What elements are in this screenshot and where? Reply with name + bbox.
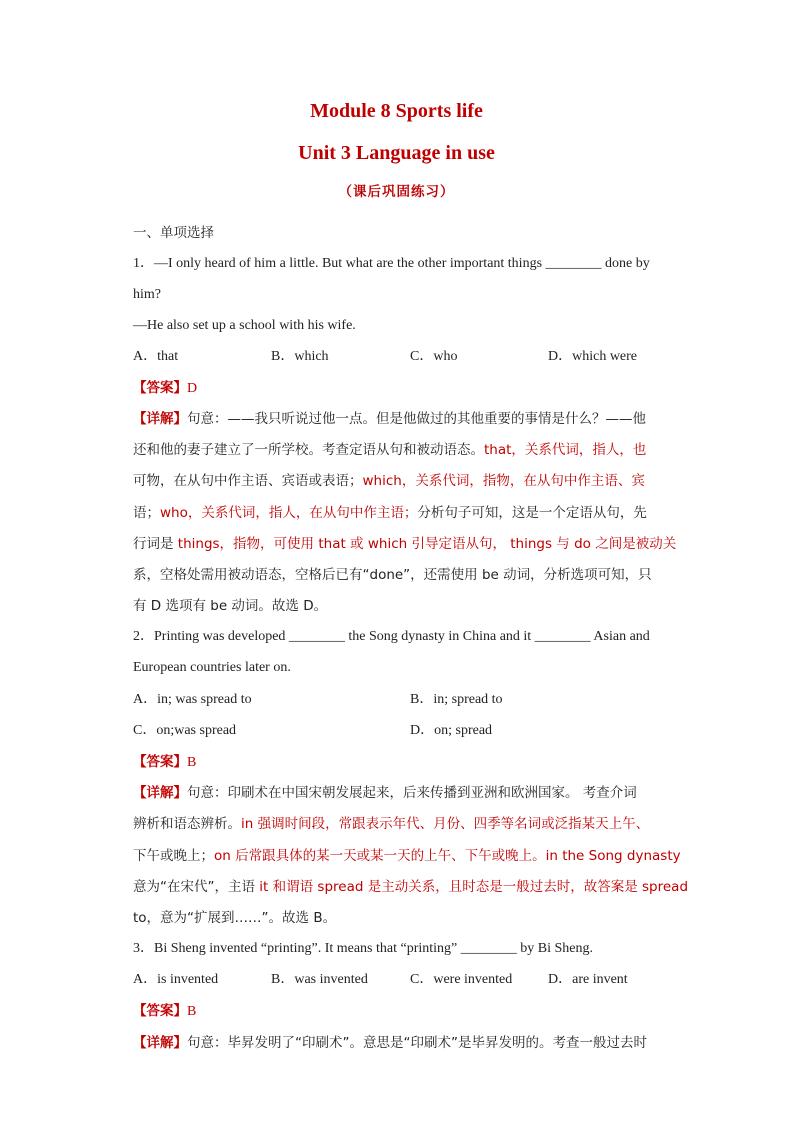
q3-answer bbox=[133, 1002, 196, 1021]
q1-detail-line6: 系，空格处需用被动语态，空格后已有“done”，还需使用 be 动词，分析选项可知，只 bbox=[133, 567, 652, 583]
q3-option-a: A．is invented bbox=[133, 972, 219, 987]
q2-stem-line1: 2．Printing was developed ________ the Song dynasty in China and it ________ Asian and bbox=[133, 629, 650, 644]
detail-text: 辨析和语态辨析。 bbox=[133, 816, 241, 832]
detail-label: 【详解】 bbox=[133, 411, 187, 427]
q2-option-d: D．on; spread bbox=[410, 723, 493, 738]
unit-title: Unit 3 Language in use bbox=[298, 142, 495, 164]
q1-detail-line1 bbox=[133, 410, 646, 428]
answer-value: B bbox=[187, 1004, 197, 1019]
detail-label: 【详解】 bbox=[133, 1035, 187, 1051]
q2-option-b: B．in; spread to bbox=[410, 692, 503, 707]
q2-detail-line4 bbox=[133, 878, 688, 896]
q1-detail-line3 bbox=[133, 472, 645, 490]
q1-detail-line4 bbox=[133, 504, 647, 522]
q3-option-d: D．are invent bbox=[548, 972, 628, 987]
q2-option-c: C．on;was spread bbox=[133, 723, 237, 738]
q2-detail-line1 bbox=[133, 784, 637, 802]
q1-option-b: B．which bbox=[271, 349, 329, 364]
detail-text: 还和他的妻子建立了一所学校。考查定语从句和被动语态。 bbox=[133, 442, 484, 458]
q3-option-b: B．was invented bbox=[271, 972, 368, 987]
detail-text-red: that，关系代词，指人，也 bbox=[484, 442, 647, 458]
q1-detail-line2 bbox=[133, 441, 646, 459]
detail-text-red: things，指物，可使用 that 或 which 引导定语从句， bbox=[177, 536, 506, 552]
q1-option-a: A．that bbox=[133, 349, 179, 364]
q2-detail-line3 bbox=[133, 847, 681, 865]
detail-text-red: it 和谓语 bbox=[259, 879, 318, 895]
detail-text: 可物，在从句中作主语、宾语或表语； bbox=[133, 473, 363, 489]
q1-option-c: C．who bbox=[410, 349, 458, 364]
detail-text: 语； bbox=[133, 505, 160, 521]
q1-answer bbox=[133, 379, 197, 398]
detail-text: 句意：毕昇发明了“印刷术”。意思是“印刷术”是毕昇发明的。考查一般过去时 bbox=[187, 1035, 647, 1051]
answer-value: D bbox=[187, 381, 198, 396]
q1-stem-line1: 1．—I only heard of him a little. But what are the other important things ________ done by bbox=[133, 256, 650, 271]
q2-answer bbox=[133, 753, 196, 772]
module-title: Module 8 Sports life bbox=[310, 100, 483, 122]
detail-text-red: spread 是主动关系，且时态是一般过去时，故答案是 bbox=[317, 879, 643, 895]
detail-text: 分析句子可知，这是一个定语从句，先 bbox=[417, 505, 647, 521]
detail-text-red: which，关系代词，指物，在从句中作主语、宾 bbox=[362, 473, 645, 489]
q3-stem-line1: 3．Bi Sheng invented “printing”. It means that “printing” ________ by Bi Sheng. bbox=[133, 941, 593, 956]
detail-text-red: in 强调时间段，常跟表示年代、月份、四季等名词或泛指某天上午、 bbox=[241, 816, 650, 832]
exercise-subtitle: （课后巩固练习） bbox=[338, 184, 455, 200]
q3-option-c: C．were invented bbox=[410, 972, 513, 987]
detail-text-red: who，关系代词，指人，在从句中作主语； bbox=[160, 505, 418, 521]
detail-text-red: things 与 do 之间是被动关 bbox=[505, 536, 677, 552]
detail-text: 句意：印刷术在中国宋朝发展起来，后来传播到亚洲和欧洲国家。 考查介词 bbox=[187, 785, 637, 801]
answer-label: 【答案】 bbox=[133, 380, 187, 396]
section-heading: 一、单项选择 bbox=[133, 225, 214, 241]
detail-text: 意为“在宋代”，主语 bbox=[133, 879, 260, 895]
q1-stem-line3: —He also set up a school with his wife. bbox=[133, 318, 356, 333]
q2-detail-line5: to，意为“扩展到……”。故选 B。 bbox=[133, 910, 337, 926]
answer-value: B bbox=[187, 755, 197, 770]
detail-text-red: on 后常跟具体的某一天或某一天的上午、下午或晚上。 bbox=[214, 848, 546, 864]
detail-text: 下午或晚上； bbox=[133, 848, 214, 864]
detail-label: 【详解】 bbox=[133, 785, 187, 801]
detail-text: 行词是 bbox=[133, 536, 178, 552]
q1-option-d: D．which were bbox=[548, 349, 638, 364]
q1-detail-line7: 有 D 选项有 be 动词。故选 D。 bbox=[133, 598, 328, 614]
q1-detail-line5 bbox=[133, 535, 676, 553]
detail-text: 句意：——我只听说过他一点。但是他做过的其他重要的事情是什么？——他 bbox=[187, 411, 646, 427]
q1-stem-line2: him? bbox=[133, 287, 161, 302]
answer-label: 【答案】 bbox=[133, 1003, 187, 1019]
answer-label: 【答案】 bbox=[133, 754, 187, 770]
detail-text-red: spread bbox=[642, 879, 689, 895]
q2-stem-line2: European countries later on. bbox=[133, 660, 291, 675]
q2-option-a: A．in; was spread to bbox=[133, 692, 252, 707]
detail-text-red: in the Song dynasty bbox=[545, 848, 681, 864]
q3-detail-line1 bbox=[133, 1034, 647, 1052]
q2-detail-line2 bbox=[133, 815, 649, 833]
